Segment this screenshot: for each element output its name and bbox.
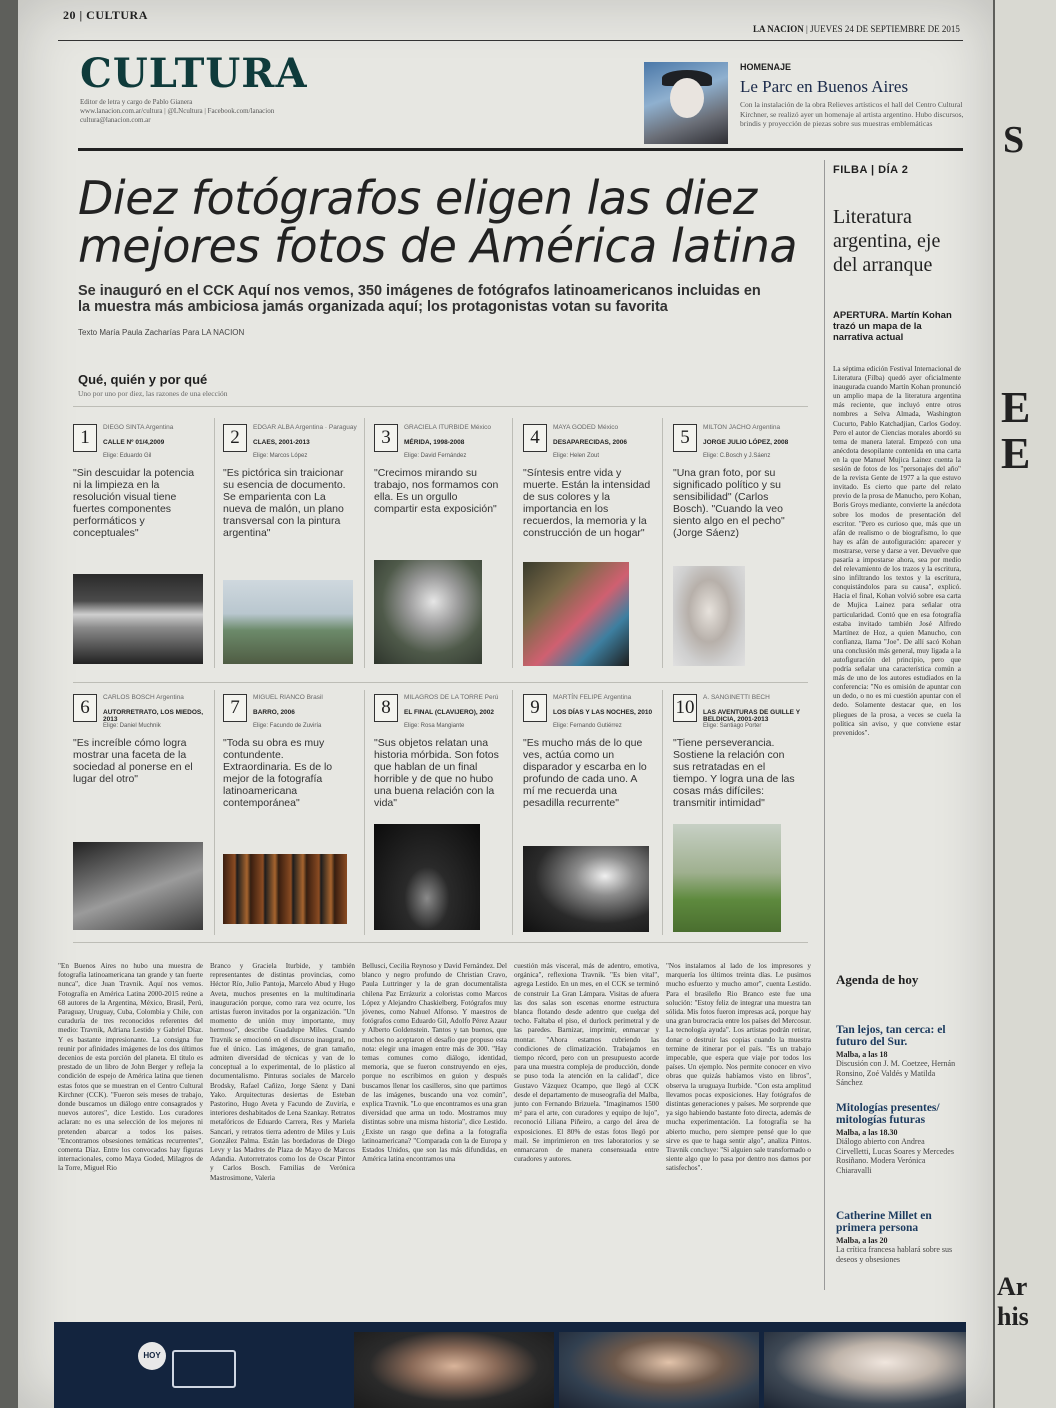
card-quote: "Tiene perseverancia. Sostiene la relación con sus retratadas en el tiempo. Y logra una de las cosas más difíciles: transmitir intimidad" (673, 737, 795, 809)
agenda-item-title: Mitologías presentes/ mitologías futuras (836, 1102, 940, 1126)
agenda-item-desc: Diálogo abierto con Andrea Cirvelletti, Lucas Soares y Mercedes Rosiñano. Modera Verónica Chiaravalli (836, 1137, 954, 1175)
sidebar-divider (824, 160, 825, 1290)
card-quote: "Es mucho más de lo que ves, actúa como un disparador y escarba en lo profundo de cada uno. A mí me recuerda una pesadilla recurrente" (523, 737, 647, 809)
card-photo (374, 824, 480, 930)
folio-section: CULTURA (86, 8, 148, 22)
card-quote: "Síntesis entre vida y muerte. Están la intensidad de sus colores y la importancia en los recuerdos, la memoria y la construcción de un hogar" (523, 467, 651, 539)
card-number: 1 (73, 424, 97, 452)
card-author: MIGUEL RIANCO Brasil (253, 694, 323, 701)
card-quote: "Toda su obra es muy contundente. Extraordinaria. Es de lo mejor de la fotografía latinoamericana contemporánea" (223, 737, 333, 809)
face-shape (670, 78, 704, 118)
bottom-promo-band (54, 1322, 966, 1408)
card-number: 3 (374, 424, 398, 452)
card-author: MARTÍN FELIPE Argentina (553, 694, 632, 701)
photo-card (374, 424, 514, 674)
photo-card (523, 694, 663, 939)
promo-photo (644, 62, 728, 144)
card-photo (73, 842, 203, 930)
card-number: 5 (673, 424, 697, 452)
article-column: cuestión más visceral, más de adentro, emotiva, orgánica", reflexiona Travnik. "Es bien vital", agrega Lestido. En un mes, en el CCK se terminó de construir La Gran Lámpara. Visitas de afuera las dos salas son escenas enorme estructura blanca flotando desde adentro que cuelga del techo. Faltaba el piso, el durlock perimetral y de las paredes. Barnizar, imprimir, enmarcar y montar. "Ahora estamos cubriendo las condiciones de climatización. Trabajamos en tiempo récord, pero con un presupuesto acorde para una muestra compleja de producción, donde se puso toda la atención en la calidad", dice Gustavo Vázquez Ocampo, que llegó al CCK desde el departamento de museografía del Malba, junto con Fernando Brizuela. "Imaginamos 1500 m² para el arte, con curadores y equipo de lujo", reconoció Liliana Piñeiro, a cargo del área de exposiciones. El 80% de estas fotos llegó por mail. Se imprimieron en tres laboratorios y se enmarcaron de manera consensuada entre curadores y autores. (514, 962, 659, 1164)
card-photo (73, 574, 203, 664)
photo-card (374, 694, 514, 939)
article-headline: Diez fotógrafos eligen las diez mejores fotos de América latina (78, 171, 798, 273)
agenda-item (836, 1102, 961, 1175)
card-work: JORGE JULIO LÓPEZ, 2008 (703, 439, 789, 446)
card-chooser: Elige: Helen Zout (553, 453, 600, 459)
card-work: CLAES, 2001-2013 (253, 439, 310, 446)
card-author: MILTON JACHO Argentina (703, 424, 781, 431)
article-byline: Texto María Paula Zacharías Para LA NACION (78, 328, 245, 337)
section-credits (80, 98, 350, 125)
masthead: LA NACION | JUEVES 24 DE SEPTIEMBRE DE 2015 (753, 24, 960, 34)
card-chooser: Elige: Marcos López (253, 453, 308, 459)
agenda-item-when: Malba, a las 20 (836, 1236, 888, 1245)
photo-card (673, 694, 813, 939)
photo-card (523, 424, 663, 674)
card-author: EDGAR ALBA Argentina · Paraguay (253, 424, 357, 431)
newspaper-page (18, 0, 993, 1408)
card-quote: "Es pictórica sin traicionar su esencia de documento. Se emparienta con La nueva de malón, un plano transversal con la pintura argentina" (223, 467, 346, 539)
agenda-item-when: Malba, a las 18 (836, 1050, 888, 1059)
agenda-item-title: Tan lejos, tan cerca: el futuro del Sur. (836, 1024, 946, 1048)
section-title: CULTURA (80, 50, 308, 97)
band-photo (354, 1332, 554, 1408)
card-chooser: Elige: Santiago Porter (703, 723, 762, 729)
adjacent-page-fragment: Ar (997, 1272, 1028, 1301)
folio: 20 | CULTURA (63, 8, 148, 22)
card-work: LOS DÍAS Y LAS NOCHES, 2010 (553, 709, 653, 716)
grid-rule (73, 942, 808, 943)
adjacent-page-fragment: E (1001, 429, 1031, 478)
agenda-item-desc: La crítica francesa hablará sobre sus deseos y obsesiones (836, 1245, 953, 1264)
card-chooser: Elige: Eduardo Gil (103, 453, 152, 459)
photo-card (73, 694, 213, 939)
card-author: DIEGO SINTA Argentina (103, 424, 174, 431)
band-photo (559, 1332, 759, 1408)
card-author: MAYA GODED México (553, 424, 619, 431)
card-chooser: Elige: David Fernández (404, 453, 467, 459)
photo-card (223, 694, 363, 939)
card-work: CALLE Nº 01/4,2009 (103, 439, 165, 446)
card-chooser: Elige: Facundo de Zuviría (253, 723, 322, 729)
tv-screen-icon (172, 1350, 236, 1388)
agenda-item-when: Malba, a las 18.30 (836, 1128, 898, 1137)
sidebar-deck: APERTURA. Martín Kohan trazó un mapa de la narrativa actual (833, 310, 952, 343)
card-chooser: Elige: Rosa Mangiante (404, 723, 465, 729)
photo-card (73, 424, 213, 674)
grid-rule (73, 406, 808, 407)
card-quote: "Sus objetos relatan una historia mórbida. Son fotos que hablan de un final horrible y de que no hubo una buena relación con la vida" (374, 737, 499, 809)
adjacent-page (995, 0, 1056, 1408)
credit-line: cultura@lanacion.com.ar (80, 116, 151, 124)
card-quote: "Crecimos mirando su trabajo, nos formamos con ella. Es un orgullo compartir esta exposición" (374, 467, 499, 515)
card-number: 9 (523, 694, 547, 722)
card-work: MÉRIDA, 1998-2008 (404, 439, 465, 446)
card-work: LAS AVENTURAS DE GUILLE Y BELDICIA, 2001-2013 (703, 709, 800, 723)
card-quote: "Es increíble cómo logra mostrar una faceta de la sociedad al ponerse en el lugar del otro" (73, 737, 193, 785)
promo-text: Con la instalación de la obra Relieves artísticos el hall del Centro Cultural Kirchner, se realizó ayer un homenaje al artista argentino. Hubo discursos, brindis y proyección de piezas sobre sus muestras emblemáticas (740, 100, 964, 128)
agenda-item-desc: Discusión con J. M. Coetzee, Hernán Ronsino, Zoé Valdés y Matilda Sánchez (836, 1059, 956, 1087)
subsection-subtitle: Uno por uno por diez, las razones de una elección (78, 389, 228, 398)
card-author: A. SANGINETTI BECH (703, 694, 770, 701)
promo-kicker: HOMENAJE (740, 62, 792, 72)
card-number: 2 (223, 424, 247, 452)
page-number: 20 (63, 8, 76, 22)
sidebar-title: Literatura argentina, eje del arranque (833, 206, 941, 276)
card-photo (673, 566, 745, 666)
card-author: MILAGROS DE LA TORRE Perú (404, 694, 499, 701)
agenda-item-title: Catherine Millet en primera persona (836, 1210, 932, 1234)
article-column: "En Buenos Aires no hubo una muestra de fotografía latinoamericana tan grande y tan fuerte nunca", dice Juan Travnik. Aquí nos vemos. Fotografía en América Latina 2000-2015 reúne a 68 autores de la Argentina, México, Brasil, Perú, Paraguay, Uruguay, Cuba, Colombia y Chile, con curaduría de tres reconocidos referentes del medio: Travnik, Adriana Lestido y Gabriel Díaz. Y es bastante impresionante. La consigna fue reunir por afinidades imágenes de los dos últimos decenios de esta porción del planeta. El título es prestado de un libro de John Berger y refleja la condición de espejo de América latina que tienen estas fotos que se muestran en el Centro Cultural Kirchner (CCK). "Fueron seis meses de trabajo, donde buscamos un diálogo entre consagrados y nuevos autores", dice Lestido. Los curadores aclaran: no es una selección de los mejores ni pretenden abarcar a todos los países. "Encontramos obsesiones temáticas recurrentes", comenta Díaz. Entre los convocados hay figuras internacionales, como Maya Goded, Milagros de la Torre, Miguel Rio (58, 962, 203, 1173)
adjacent-page-fragment: his (997, 1302, 1029, 1331)
hoy-badge: HOY (138, 1342, 166, 1370)
card-number: 7 (223, 694, 247, 722)
card-photo (223, 854, 347, 924)
article-column: Branco y Graciela Iturbide, y también representantes de distintas provincias, como Héctor Río, Julio Pantoja, Marcelo Abud y Hugo Aveta, muchos presentes en la multitudinaria inauguración porque, como rara vez ocurre, los artistas fueron invitados por la organización. "Un momento de unión muy importante, muy hermoso", describe Guadalupe Miles. Cuando Travnik se emocionó en el discurso inaugural, no fue el único. Las imágenes, de gran tamaño, admiten diversidad de técnicas y van de lo conceptual a lo experimental, de lo plástico al documentalismo. Pinturas sociales de Marcelo Brodsky, Rafael Cañizo, Jorge Sáenz y Dani Yako. Arquitecturas desiertas de Esteban Pastorino, Hugo Aveta y Facundo de Zuviría, e interiores deshabitados de Lena Szankay. Retratos metafóricos de Eduardo Carrera, Res y Mariela Sancari, y retratos tierra adentro de Miles y Luis González Palma. Están las bordadoras de Diego Levy y las Madres de Plaza de Mayo de Marcos Adandia. Autorretratos como los de Oscar Pintor y Carlos Bosch. Familias de Verónica Mastrosimone, Valeria (210, 962, 355, 1182)
adjacent-page-fragment: E (1001, 383, 1031, 432)
credit-line: Editor de letra y cargo de Pablo Gianera (80, 98, 193, 106)
card-photo (523, 846, 649, 932)
card-quote: "Sin descuidar la potencia ni la limpieza en la resolución visual tiene fuertes componentes performáticos y conceptuales" (73, 467, 195, 539)
article-deck: Se inauguró en el CCK Aquí nos vemos, 350 imágenes de fotógrafos latinoamericanos incluidas en la muestra más ambiciosa jamás organizada aquí; los protagonistas votan su favorita (78, 283, 761, 315)
card-photo (374, 560, 482, 664)
agenda-item (836, 1210, 961, 1264)
promo-title: Le Parc en Buenos Aires (740, 77, 909, 96)
subsection-title: Qué, quién y por qué (78, 372, 208, 387)
credit-line: www.lanacion.com.ar/cultura | @LNcultura | Facebook.com/lanacion (80, 107, 275, 115)
card-photo (523, 562, 629, 666)
section-rule (78, 148, 963, 151)
issue-date: JUEVES 24 DE SEPTIEMBRE DE 2015 (810, 24, 960, 34)
card-chooser: Elige: Daniel Muchnik (103, 723, 161, 729)
card-author: GRACIELA ITURBIDE México (404, 424, 492, 431)
agenda-title: Agenda de hoy (836, 972, 919, 987)
grid-rule (73, 682, 808, 683)
paper-name: LA NACION (753, 24, 804, 34)
card-number: 10 (673, 694, 697, 722)
card-work: AUTORRETRATO, LOS MIEDOS, 2013 (103, 709, 204, 723)
card-work: EL FINAL (CLAVIJERO), 2002 (404, 709, 494, 716)
card-work: BARRO, 2006 (253, 709, 295, 716)
article-column: Bellusci, Cecilia Reynoso y David Fernández. Del blanco y negro profundo de Christian Cravo, Paula Luttringer y la de gran documentalista chilena Paz Errázuriz a coloristas como Marcos López y Alejandro Chaskielberg. Fotógrafos muy jóvenes, como Nahuel Alfonso. Y maestros de fotógrafos como Eduardo Gil, Adolfo Pérez Azaur y Alberto Goldenstein. Tantos y tan buenos, que muchos no aceptaron el desafío que propuso esta nota: elegir una imagen entre más de 300. "Hay temas comunes como diálogo, identidad, memoria, que se fueron construyendo en ejes, porque no escribimos en guion y después buscamos llenar los casilleros, sino que partimos de las imágenes, buscando una voz común", explica Travnik. "Lo que encontramos es una gran diversidad que arma un todo. Mostramos muy distintas sobre una misma historia", dice Lestido. ¿Existe un rasgo que defina a la fotografía latinoamericana? "Comparada con la de Europa y Estados Unidos, que son las más difundidas, en América latina encontramos una (362, 962, 507, 1164)
card-number: 6 (73, 694, 97, 722)
card-author: CARLOS BOSCH Argentina (103, 694, 184, 701)
sidebar-kicker: FILBA | DÍA 2 (833, 164, 909, 176)
adjacent-page-fragment: S (1003, 119, 1025, 161)
card-quote: "Una gran foto, por su significado político y su sensibilidad" (Carlos Bosch). "Cuando la veo siento algo en el pecho" (Jorge Sáenz) (673, 467, 785, 539)
sidebar-text: La séptima edición Festival Internacional de Literatura (Filba) quedó ayer oficialmente inaugurada cuando Martín Kohan pronunció un amplio mapa de la literatura argentina más reciente, que incluyó entre otros nombres a Selva Almada, Washington Cucurto, Pablo Katchadjian, Carlos Godoy. Pero el autor de Ciencias morales abordó su tema de manera lateral. Empezó con una anécdota desopilante contenida en una carta en la que Manuel Mujica Lainez cuenta la sesión de fotos de los "personajes del año" de la revista Gente de 1977 a la que estuvo invitado. Es cierto que parte del relato previo de la prosa de Manucho, pero Kohan, Boris Groys mediante, convierte la anécdota sobre los modos de presentación del escritor. "Pero es curioso que, más que un afán de realismo o de biografismo, lo que hay es afán de autofiguración: aparecer y mostrarse, verse y darse a ver. Devuelve que pasaría a impostarse ahora, sea por medio del relevamiento de los trazos y la escritura, sino infiltrando los textos y la escritura, conquistándolos para su causa", explicó. Hacia el final, Kohan volvió sobre esa carta de Mujica Lainez para señalar otra particularidad. Contó que en esa fotografía estaba invitado también José Alfredo Martínez de Hoz, a quien Manucho, con confianza, llama "Joe". De allí sacó Kohan una conclusión más general, muy ligada a la autofiguración del principio, pero que podría señalar una característica común a más de uno de los autores estudiados en la conferencia: "No es omisión de apuntar con un dedo, o no es mi cuestión apuntar con el dedo. Solamente destacar que, en los pliegues de la prosa, a veces se cuela la política sin aviso, y que conviene estar prevenidos". (833, 365, 961, 737)
article-column: "Nos instalamos al lado de los impresores y marquería los últimos treinta días. Le pusimos mucho esfuerzo y mucho amor", cuenta Lestido. Para el brasileño Rio Branco este fue una solución: "Estoy feliz de integrar una muestra tan sólida. Mis fotos fueron impresas acá, porque hay una gran burocracia entre los países del Mercosur. La tecnología ayuda". Los artistas podrán retirar, donar o destruir las copias cuando la muestra termine de itinerar por el país. "Es un trabajo impecable, que espera que viaje por todos los países. Un ejemplo. Nos permite conocer en vivo obras que quizás habíamos visto en libros", observa la uruguaya Iturbide. "Con esta amplitud llevamos pocas exposiciones. Hay fotógrafos de distintas generaciones y países. Me sorprende que ya sigo habiendo bastante foto directa, además de mucha experimentación. La fotografía se ha abierto mucho, pero siempre pensé que lo que sirve es que te haga sentir algo", analiza Pintos. Travnik concluye: "Si alguien sale transformado o siente algo que lo pasa por dentro nos damos por satisfechos". (666, 962, 811, 1173)
card-chooser: Elige: Fernando Gutiérrez (553, 723, 622, 729)
card-photo (673, 824, 781, 932)
photo-card (223, 424, 363, 674)
band-photo (764, 1332, 966, 1408)
agenda-item (836, 1024, 961, 1088)
card-number: 4 (523, 424, 547, 452)
card-photo (223, 580, 353, 664)
card-chooser: Elige: C.Bosch y J.Sáenz (703, 453, 771, 459)
card-number: 8 (374, 694, 398, 722)
photo-card (673, 424, 813, 674)
card-work: DESAPARECIDAS, 2006 (553, 439, 627, 446)
top-rule (58, 40, 963, 41)
